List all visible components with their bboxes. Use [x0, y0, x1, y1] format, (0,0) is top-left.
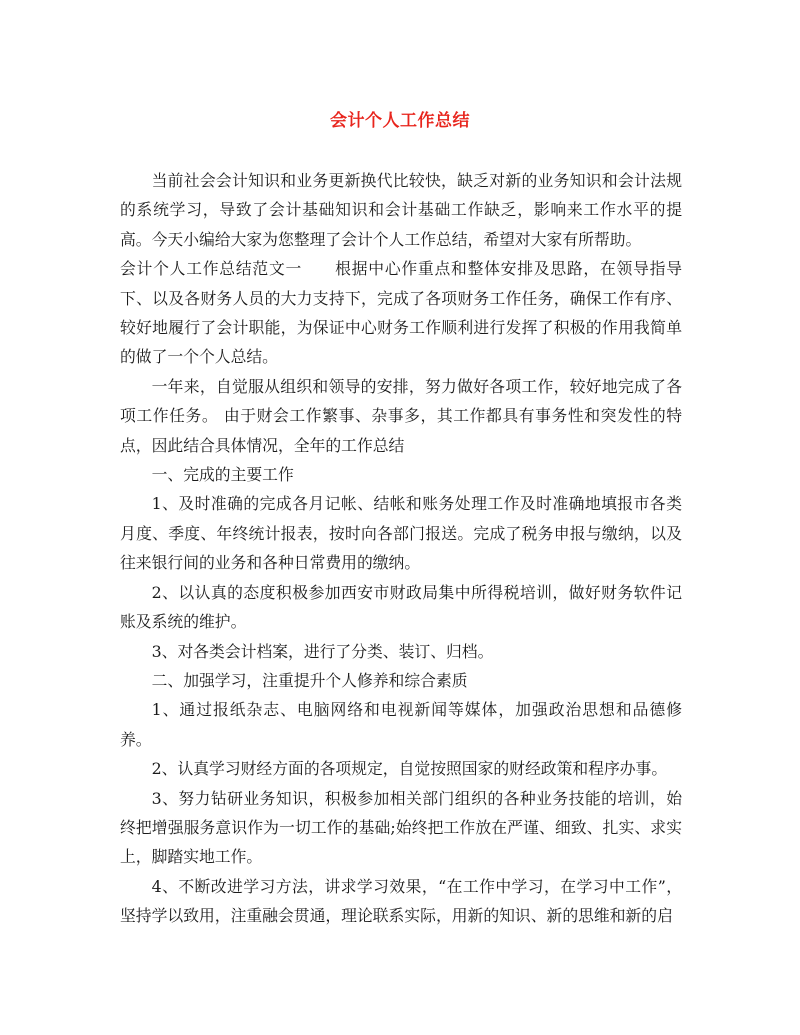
list-item-study-1: 1、通过报纸杂志、电脑网络和电视新闻等媒体，加强政治思想和品德修养。 [120, 700, 682, 749]
list-item-study-4: 4、不断改进学习方法，讲求学习效果，“在工作中学习，在学习中工作”，坚持学以致用，注重融会贯通，理论联系实际，用新的知识、新的思维和新的启 [120, 876, 682, 926]
list-item-work-3: 3、对各类会计档案，进行了分类、装订、归档。 [151, 641, 494, 661]
paragraph-intro: 当前社会会计知识和业务更新换代比较快，缺乏对新的业务知识和会计法规的系统学习，导致了会计基础知识和会计基础工作缺乏，影响来工作水平的提高。今天小编给大家为您整理了会计个人工作总结，希望对大家有所帮助。 [120, 171, 682, 249]
paragraph-sample-one: 会计个人工作总结范文一 根据中心作重点和整体安排及思路，在领导指导下、以及各财务人员的大力支持下，完成了各项财务工作任务，确保工作有序、较好地履行了会计职能，为保证中心财务工作顺利进行发挥了积极的作用我简单的做了一个个人总结。 [120, 259, 682, 367]
list-item-work-1: 1、及时准确的完成各月记帐、结帐和账务处理工作及时准确地填报市各类月度、季度、年终统计报表，按时向各部门报送。完成了税务申报与缴纳，以及往来银行间的业务和各种日常费用的缴纳。 [120, 494, 682, 573]
heading-study: 二、加强学习，注重提升个人修养和综合素质 [151, 670, 468, 690]
list-item-study-3: 3、努力钻研业务知识，积极参加相关部门组织的各种业务技能的培训，始终把增强服务意识作为一切工作的基础;始终把工作放在严谨、细致、扎实、求实上，脚踏实地工作。 [120, 788, 682, 867]
document-title: 会计个人工作总结 [330, 111, 470, 131]
paragraph-year-summary: 一年来，自觉服从组织和领导的安排，努力做好各项工作，较好地完成了各项工作任务。 由于财会工作繁事、杂事多，其工作都具有事务性和突发性的特点，因此结合具体情况，全年的工作总结 [120, 376, 682, 455]
list-item-study-2: 2、认真学习财经方面的各项规定，自觉按照国家的财经政策和程序办事。 [151, 759, 668, 779]
heading-main-work: 一、完成的主要工作 [151, 465, 294, 485]
document-body [120, 166, 682, 931]
list-item-work-2: 2、以认真的态度积极参加西安市财政局集中所得税培训，做好财务软件记账及系统的维护。 [120, 582, 682, 632]
